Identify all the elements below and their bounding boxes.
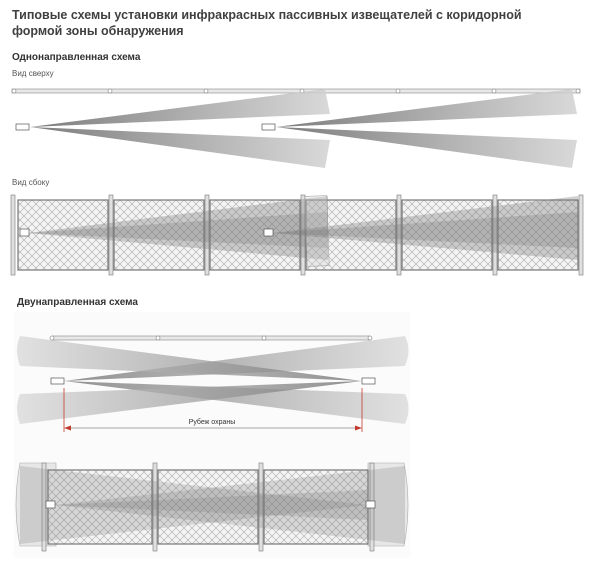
unidirectional-heading: Однонаправленная схема [12,52,141,63]
unidirectional-top-view-caption: Вид сверху [12,69,54,78]
fence-top-line [12,89,580,93]
page-title: Типовые схемы установки инфракрасных пассивных извещателей с коридорной формой зоны обнаружения [12,8,522,38]
detection-zone-1 [30,89,330,168]
detector-icon [262,124,275,130]
fence-top-line [50,336,372,340]
detector-icon [366,501,375,508]
detector-icon [362,378,375,384]
detector-icon [20,229,29,236]
detector-icon [264,229,273,236]
detector-icon [16,124,29,130]
unidirectional-side-view-caption: Вид сбоку [12,178,50,187]
detector-icon [51,378,64,384]
detector-icon [46,501,55,508]
bidirectional-side-view [16,463,408,551]
bidirectional-heading: Двунаправленная схема [17,297,138,308]
unidirectional-top-view [12,89,580,168]
dimension-label: Рубеж охраны [188,419,236,426]
unidirectional-side-view [11,195,583,275]
